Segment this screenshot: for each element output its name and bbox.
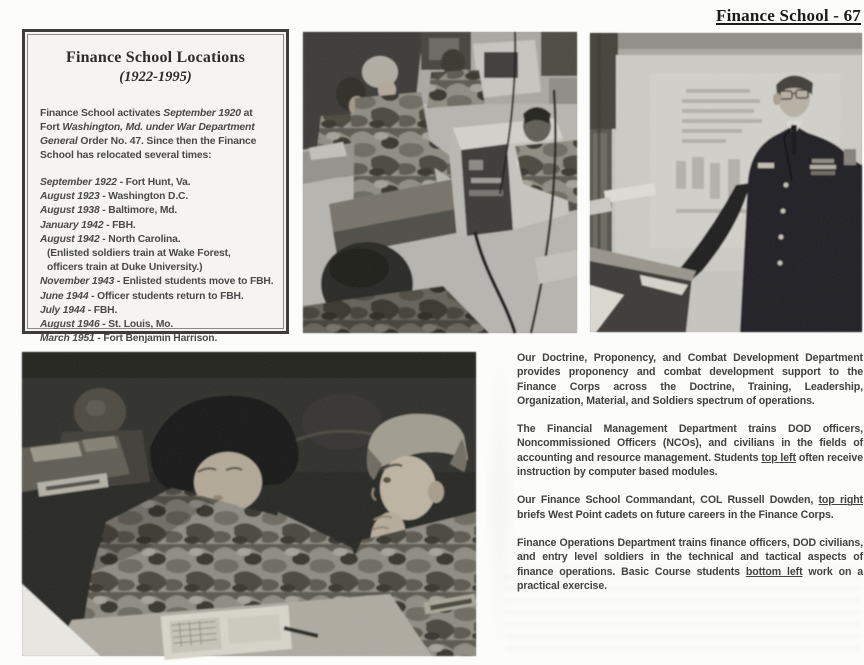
paragraph-text: briefs West Point cadets on future careers in the Finance Corps. xyxy=(517,508,834,521)
paragraph-finance-operations xyxy=(517,536,863,593)
intro-text: Finance School activates xyxy=(40,108,164,119)
paragraph-text: Our Finance School Commandant, COL Russell Dowden, xyxy=(517,494,819,507)
locations-box-subtitle: (1922-1995) xyxy=(119,69,192,85)
relocation-row: January 1942 - FBH. xyxy=(40,219,136,231)
relocation-note: (Enlisted soldiers train at Wake Forest, xyxy=(47,248,231,260)
photo-commandant-art xyxy=(590,33,862,332)
body-text-column xyxy=(517,351,863,607)
paragraph-text: work on a practical exercise. xyxy=(517,565,864,592)
paragraph-text: Finance Operations Department trains finance officers, DOD civilians, and entry level soldiers in the technical and tactical aspects of finance operations. Basic Course students xyxy=(517,536,863,578)
paragraph-text: The Financial Management Department trains DOD officers, Noncommissioned Officers (NCOs), and civilians in the fields of accounting and resource management. Students xyxy=(517,423,863,464)
photo-students-classroom xyxy=(303,32,577,333)
paragraph-doctrine: Our Doctrine, Proponency, and Combat Development Department provides proponency and combat development support to the Finance Corps across the Doctrine, Training, Leadership, Organization, Material, and Soldiers spectrum of operations. xyxy=(517,352,863,407)
intro-date-italic: September 1920 xyxy=(163,108,241,119)
relocation-note: officers train at Duke University.) xyxy=(47,262,203,274)
locations-box-inner xyxy=(27,34,284,345)
relocation-row: August 1923 - Washington D.C. xyxy=(40,191,189,203)
locations-box-title: Finance School Locations xyxy=(65,49,246,66)
photo-basic-course-art xyxy=(22,352,476,656)
relocation-row: September 1922 - Fort Hunt, Va. xyxy=(40,177,191,188)
locations-box-intro xyxy=(40,107,271,163)
relocation-row: July 1944 - FBH. xyxy=(40,304,118,316)
relocation-row: June 1944 - Officer students return to FBH. xyxy=(40,290,244,302)
paragraph-text: often receive instruction by computer based modules. xyxy=(517,451,863,479)
relocation-row: November 1943 - Enlisted students move to FBH. xyxy=(40,276,274,288)
photo-commandant xyxy=(590,33,862,332)
intro-text: at Fort xyxy=(40,108,253,133)
relocation-row: August 1938 - Baltimore, Md. xyxy=(40,205,178,217)
paragraph-financial-management xyxy=(517,422,863,479)
photo-students-classroom-art xyxy=(303,32,577,333)
reference-bottom-left: bottom left xyxy=(745,565,803,578)
intro-italic: Washington, Md. under War Department General xyxy=(40,122,255,147)
print-bleed-artifact xyxy=(485,350,515,650)
relocation-row: March 1951 - Fort Benjamin Harrison. xyxy=(40,333,218,345)
relocation-row: August 1942 - North Carolina. xyxy=(40,233,181,245)
relocation-list xyxy=(40,176,274,346)
intro-text: Order No. 47. Since then the Finance School has relocated several times: xyxy=(40,136,257,161)
photo-basic-course-exercise xyxy=(22,352,476,656)
relocation-row: August 1946 - St. Louis, Mo. xyxy=(40,319,174,331)
reference-top-right: top right xyxy=(818,494,863,507)
locations-box xyxy=(22,29,289,345)
reference-top-left: top left xyxy=(761,451,796,464)
paragraph-commandant xyxy=(517,493,863,522)
page-title: Finance School - 67 xyxy=(716,6,861,25)
